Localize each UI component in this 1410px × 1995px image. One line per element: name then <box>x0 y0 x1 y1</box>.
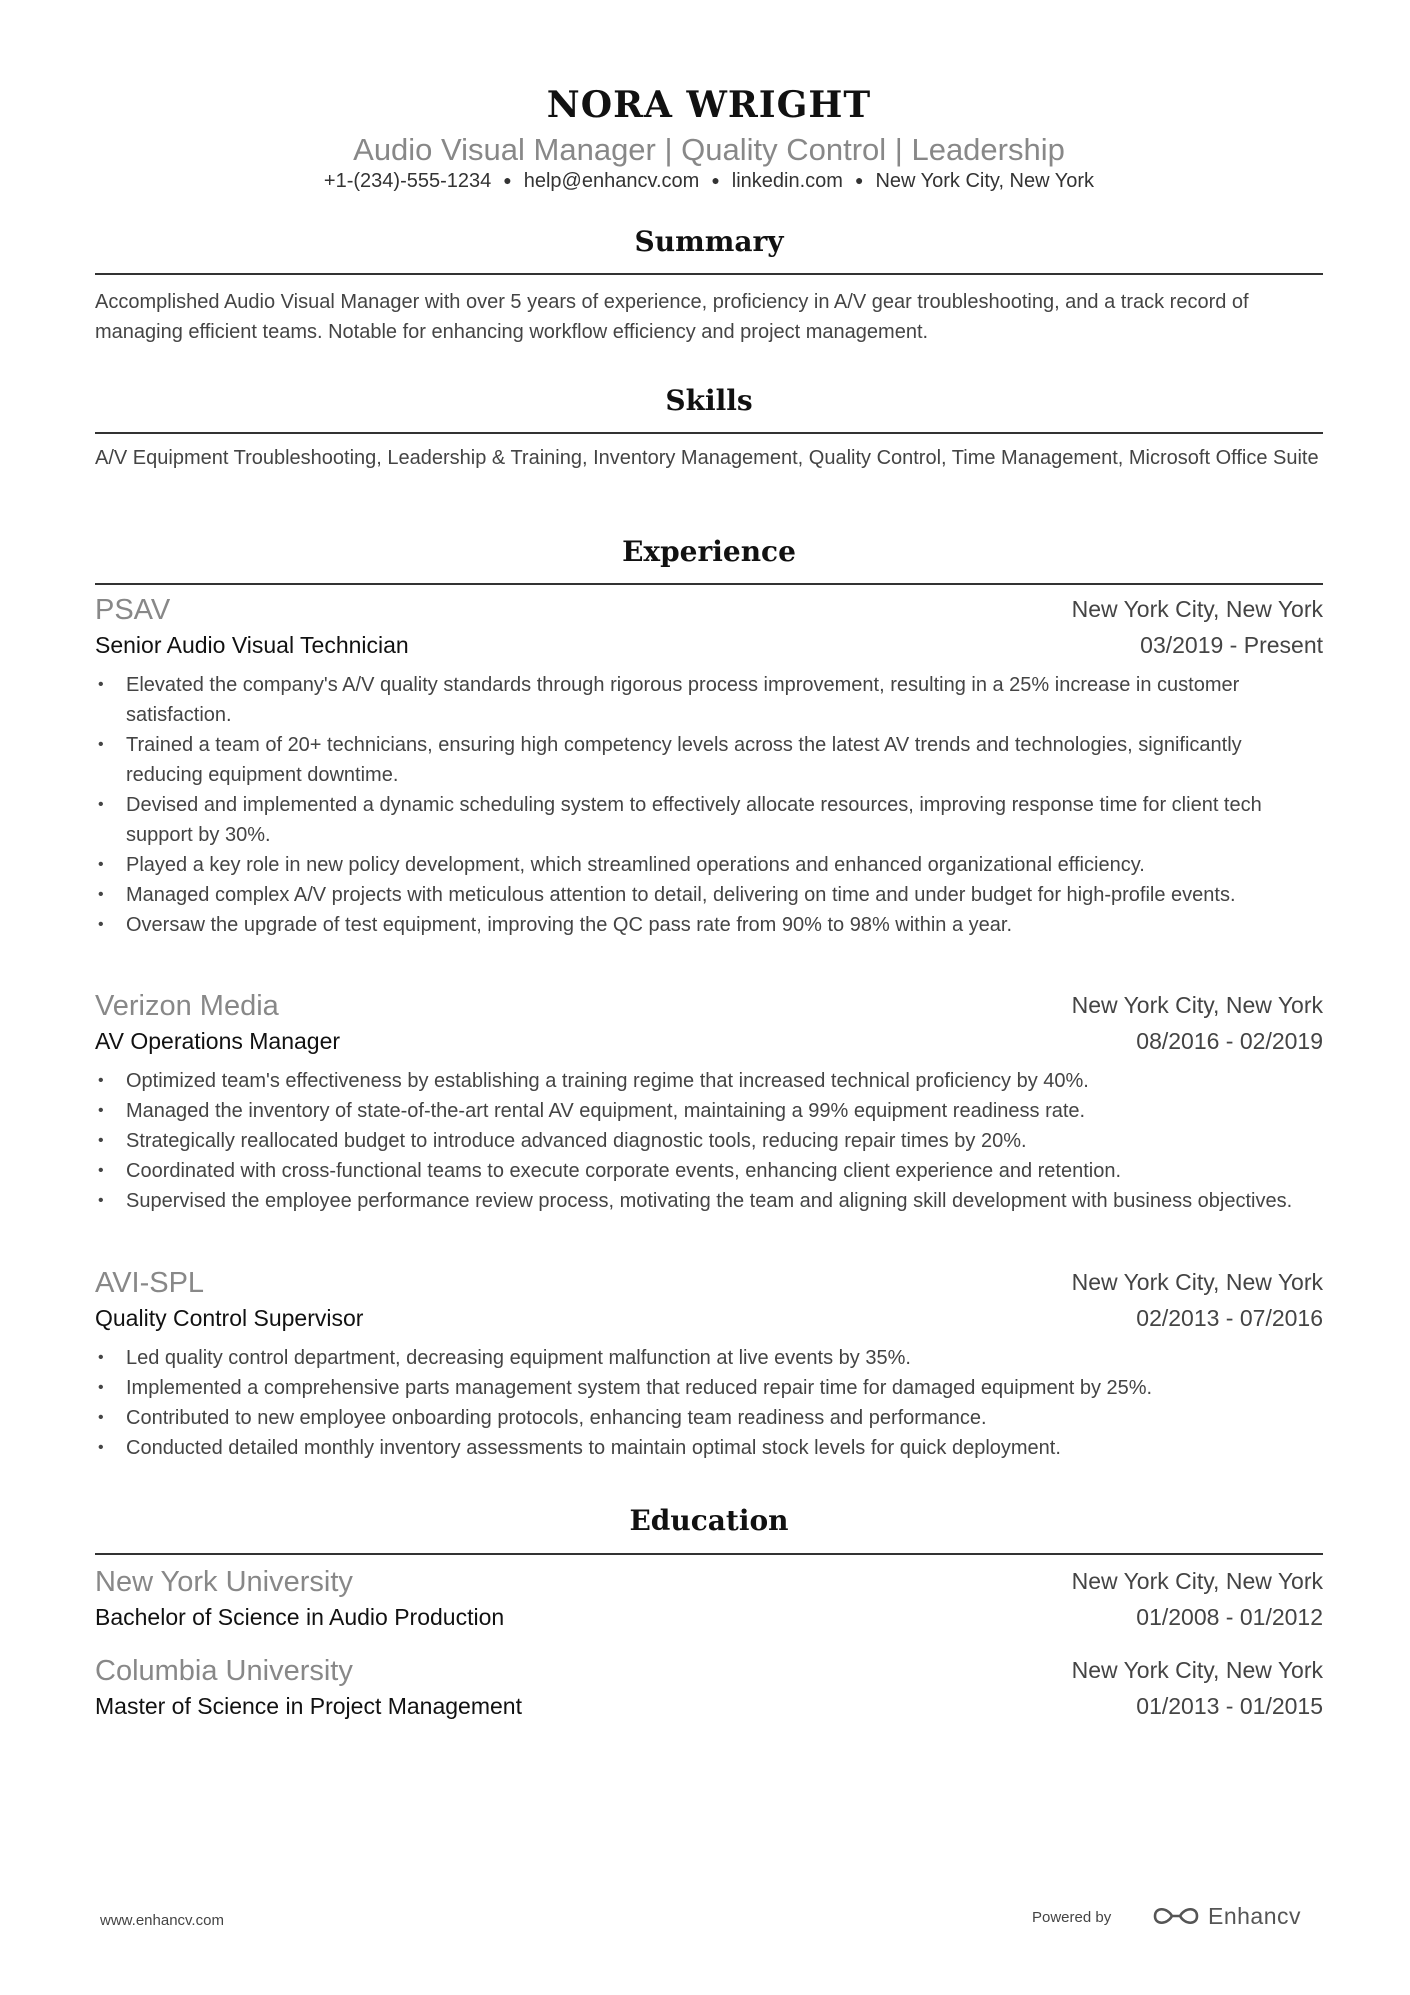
section-divider <box>95 1553 1323 1555</box>
contact-phone: +1-(234)-555-1234 <box>323 170 492 192</box>
degree-title: Master of Science in Project Management <box>95 1693 522 1719</box>
education-dates: 01/2013 - 01/2015 <box>1136 1693 1323 1719</box>
list-item: • Managed complex A/V projects with meticulous attention to detail, delivering on time and under budget for high-profile events. <box>95 880 1323 910</box>
company-name: AVI-SPL <box>95 1267 205 1299</box>
enhancv-logo[interactable] <box>1152 1900 1301 1932</box>
section-title-summary: Summary <box>634 225 784 258</box>
education-dates: 01/2008 - 01/2012 <box>1136 1604 1323 1630</box>
bullet-separator-icon: ● <box>711 172 720 188</box>
school-location: New York City, New York <box>1071 1568 1323 1594</box>
bullet-separator-icon: ● <box>854 172 864 188</box>
candidate-tagline: Audio Visual Manager | Quality Control | Leadership <box>353 132 1065 167</box>
section-divider <box>95 273 1323 275</box>
enhancv-logo-icon <box>1152 1903 1200 1929</box>
section-divider <box>95 583 1323 585</box>
contact-email[interactable]: help@enhancv.com <box>523 170 700 192</box>
job-location: New York City, New York <box>1071 1269 1323 1295</box>
list-item: • Optimized team's effectiveness by establishing a training regime that increased technical proficiency by 40%. <box>95 1066 1323 1096</box>
school-name: Columbia University <box>95 1655 353 1687</box>
company-name: PSAV <box>95 594 171 626</box>
contact-line <box>95 170 1323 193</box>
section-title-education: Education <box>629 1504 789 1537</box>
degree-title: Bachelor of Science in Audio Production <box>95 1604 505 1630</box>
footer-website-link[interactable]: www.enhancv.com <box>100 1912 224 1929</box>
job-bullets <box>95 670 1323 940</box>
list-item: • Trained a team of 20+ technicians, ensuring high competency levels across the latest AV trends and technologies, significantly reducing equipment downtime. <box>95 730 1323 790</box>
list-item: • Managed the inventory of state-of-the-art rental AV equipment, maintaining a 99% equipment readiness rate. <box>95 1096 1323 1126</box>
list-item: • Led quality control department, decreasing equipment malfunction at live events by 35%. <box>95 1343 1323 1373</box>
list-item: • Strategically reallocated budget to introduce advanced diagnostic tools, reducing repair times by 20%. <box>95 1126 1323 1156</box>
school-location: New York City, New York <box>1071 1657 1323 1683</box>
company-name: Verizon Media <box>95 990 279 1022</box>
list-item: • Coordinated with cross-functional teams to execute corporate events, enhancing client experience and retention. <box>95 1156 1323 1186</box>
list-item: • Oversaw the upgrade of test equipment, improving the QC pass rate from 90% to 98% within a year. <box>95 910 1323 940</box>
job-title: Senior Audio Visual Technician <box>95 632 409 658</box>
job-bullets <box>95 1343 1323 1463</box>
list-item: • Supervised the employee performance review process, motivating the team and aligning skill development with business objectives. <box>95 1186 1323 1216</box>
job-bullets <box>95 1066 1323 1216</box>
candidate-name: NORA WRIGHT <box>546 84 872 126</box>
job-location: New York City, New York <box>1071 992 1323 1018</box>
list-item: • Played a key role in new policy development, which streamlined operations and enhanced organizational efficiency. <box>95 850 1323 880</box>
enhancv-logo-text: Enhancv <box>1208 1902 1302 1929</box>
summary-text: Accomplished Audio Visual Manager with over 5 years of experience, proficiency in A/V gear troubleshooting, and a track record of managing efficient teams. Notable for enhancing workflow efficiency and project management. <box>95 291 1249 343</box>
footer-powered-by: Powered by <box>1032 1909 1112 1926</box>
contact-location: New York City, New York <box>875 170 1095 192</box>
job-title: AV Operations Manager <box>95 1028 341 1054</box>
section-divider <box>95 432 1323 434</box>
list-item: • Implemented a comprehensive parts management system that reduced repair time for damaged equipment by 25%. <box>95 1373 1323 1403</box>
contact-linkedin[interactable]: linkedin.com <box>731 170 843 192</box>
job-dates: 02/2013 - 07/2016 <box>1136 1305 1323 1331</box>
job-location: New York City, New York <box>1071 596 1323 622</box>
list-item: • Contributed to new employee onboarding protocols, enhancing team readiness and performance. <box>95 1403 1323 1433</box>
school-name: New York University <box>95 1566 353 1598</box>
list-item: • Conducted detailed monthly inventory assessments to maintain optimal stock levels for quick deployment. <box>95 1433 1323 1463</box>
job-title: Quality Control Supervisor <box>95 1305 364 1331</box>
bullet-separator-icon: ● <box>503 172 512 188</box>
section-title-skills: Skills <box>665 384 753 417</box>
job-dates: 08/2016 - 02/2019 <box>1136 1028 1323 1054</box>
skills-text: A/V Equipment Troubleshooting, Leadership & Training, Inventory Management, Quality Control, Time Management, Microsoft Office Suite <box>95 447 1319 469</box>
list-item: • Elevated the company's A/V quality standards through rigorous process improvement, resulting in a 25% increase in customer satisfaction. <box>95 670 1323 730</box>
list-item: • Devised and implemented a dynamic scheduling system to effectively allocate resources, improving response time for client tech support by 30%. <box>95 790 1323 850</box>
job-dates: 03/2019 - Present <box>1140 632 1323 658</box>
section-title-experience: Experience <box>622 535 796 568</box>
